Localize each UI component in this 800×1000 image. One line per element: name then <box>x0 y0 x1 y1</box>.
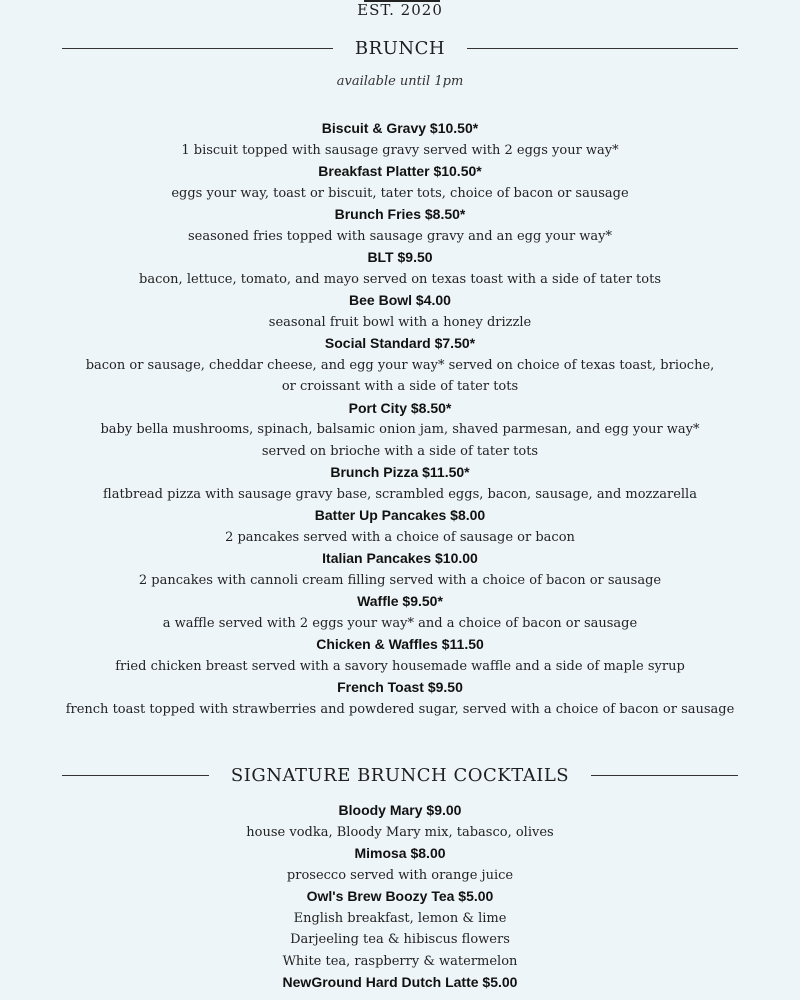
menu-item <box>0 118 800 161</box>
menu-item-name: Bee Bowl $4.00 <box>349 292 451 308</box>
menu-item-description: fried chicken breast served with a savory housemade waffle and a side of maple syrup <box>115 658 685 674</box>
menu-item <box>0 972 800 994</box>
menu-item <box>0 843 800 886</box>
section-header-brunch <box>62 32 738 64</box>
menu-item-name: Chicken & Waffles $11.50 <box>316 636 484 652</box>
menu-item-name: Brunch Pizza $11.50* <box>330 464 470 480</box>
menu-item-name: Bloody Mary $9.00 <box>338 802 462 818</box>
menu-item <box>0 462 800 505</box>
menu-item-name: Breakfast Platter $10.50* <box>318 163 482 179</box>
menu-item <box>0 505 800 548</box>
menu-item <box>0 204 800 247</box>
divider-right <box>591 775 738 776</box>
menu-item <box>0 333 800 398</box>
menu-item-name: Social Standard $7.50* <box>324 335 476 351</box>
established-label: EST. 2020 <box>357 1 443 19</box>
brunch-availability-note: available until 1pm <box>336 74 464 89</box>
divider-left <box>62 48 333 49</box>
menu-item <box>0 677 800 720</box>
menu-item-name: Italian Pancakes $10.00 <box>322 550 478 566</box>
menu-item <box>0 548 800 591</box>
menu-item-description: prosecco served with orange juice <box>286 867 514 883</box>
menu-item-description: house vodka, Bloody Mary mix, tabasco, olives <box>246 824 554 840</box>
menu-item-description: bacon, lettuce, tomato, and mayo served on texas toast with a side of tater tots <box>139 271 661 287</box>
section-title-cocktails: SIGNATURE BRUNCH COCKTAILS <box>230 764 570 786</box>
menu-item <box>0 634 800 677</box>
menu-item-description: a waffle served with 2 eggs your way* and a choice of bacon or sausage <box>162 615 638 631</box>
menu-item <box>0 800 800 843</box>
menu-item-description: White tea, raspberry & watermelon <box>282 953 518 969</box>
menu-item-description: bacon or sausage, cheddar cheese, and egg your way* served on choice of texas toast, brioche, <box>85 357 715 373</box>
menu-item-description: seasoned fries topped with sausage gravy and an egg your way* <box>187 228 613 244</box>
menu-item-description: flatbread pizza with sausage gravy base, scrambled eggs, bacon, sausage, and mozzarella <box>103 486 697 502</box>
menu-item-name: Biscuit & Gravy $10.50* <box>321 120 479 136</box>
menu-item <box>0 161 800 204</box>
menu-item-description: or croissant with a side of tater tots <box>281 379 519 394</box>
menu-item-description: served on brioche with a side of tater tots <box>261 443 539 459</box>
menu-item-description: eggs your way, toast or biscuit, tater tots, choice of bacon or sausage <box>171 185 629 201</box>
menu-item <box>0 398 800 463</box>
cocktail-menu-list <box>0 800 800 994</box>
menu-item-description: English breakfast, lemon & lime <box>293 910 507 926</box>
menu-item <box>0 591 800 634</box>
divider-right <box>467 48 738 49</box>
menu-item-name: Port City $8.50* <box>348 399 452 416</box>
menu-item-name: French Toast $9.50 <box>337 679 463 695</box>
menu-item-name: Waffle $9.50* <box>357 593 443 609</box>
menu-item-description: 2 pancakes served with a choice of sausage or bacon <box>225 529 575 545</box>
menu-item-description: french toast topped with strawberries and powdered sugar, served with a choice of bacon or sausage <box>65 701 735 717</box>
menu-item <box>0 247 800 290</box>
section-title-brunch: BRUNCH <box>354 37 446 59</box>
menu-item-name: BLT $9.50 <box>367 249 433 265</box>
section-header-cocktails <box>62 759 738 791</box>
menu-item-name: NewGround Hard Dutch Latte $5.00 <box>282 974 518 990</box>
menu-item <box>0 886 800 972</box>
menu-item-description: baby bella mushrooms, spinach, balsamic onion jam, shaved parmesan, and egg your way* <box>100 422 700 437</box>
menu-item-name: Mimosa $8.00 <box>354 845 446 861</box>
menu-item <box>0 290 800 333</box>
menu-item-name: Owl's Brew Boozy Tea $5.00 <box>306 888 494 904</box>
menu-item-name: Brunch Fries $8.50* <box>334 206 466 222</box>
divider-left <box>62 775 209 776</box>
brunch-menu-list <box>0 118 800 720</box>
menu-item-description: Darjeeling tea & hibiscus flowers <box>290 932 510 947</box>
menu-item-description: 1 biscuit topped with sausage gravy served with 2 eggs your way* <box>181 142 619 158</box>
menu-item-name: Batter Up Pancakes $8.00 <box>314 507 486 523</box>
menu-item-description: seasonal fruit bowl with a honey drizzle <box>268 314 532 330</box>
menu-item-description: 2 pancakes with cannoli cream filling served with a choice of bacon or sausage <box>138 572 662 588</box>
